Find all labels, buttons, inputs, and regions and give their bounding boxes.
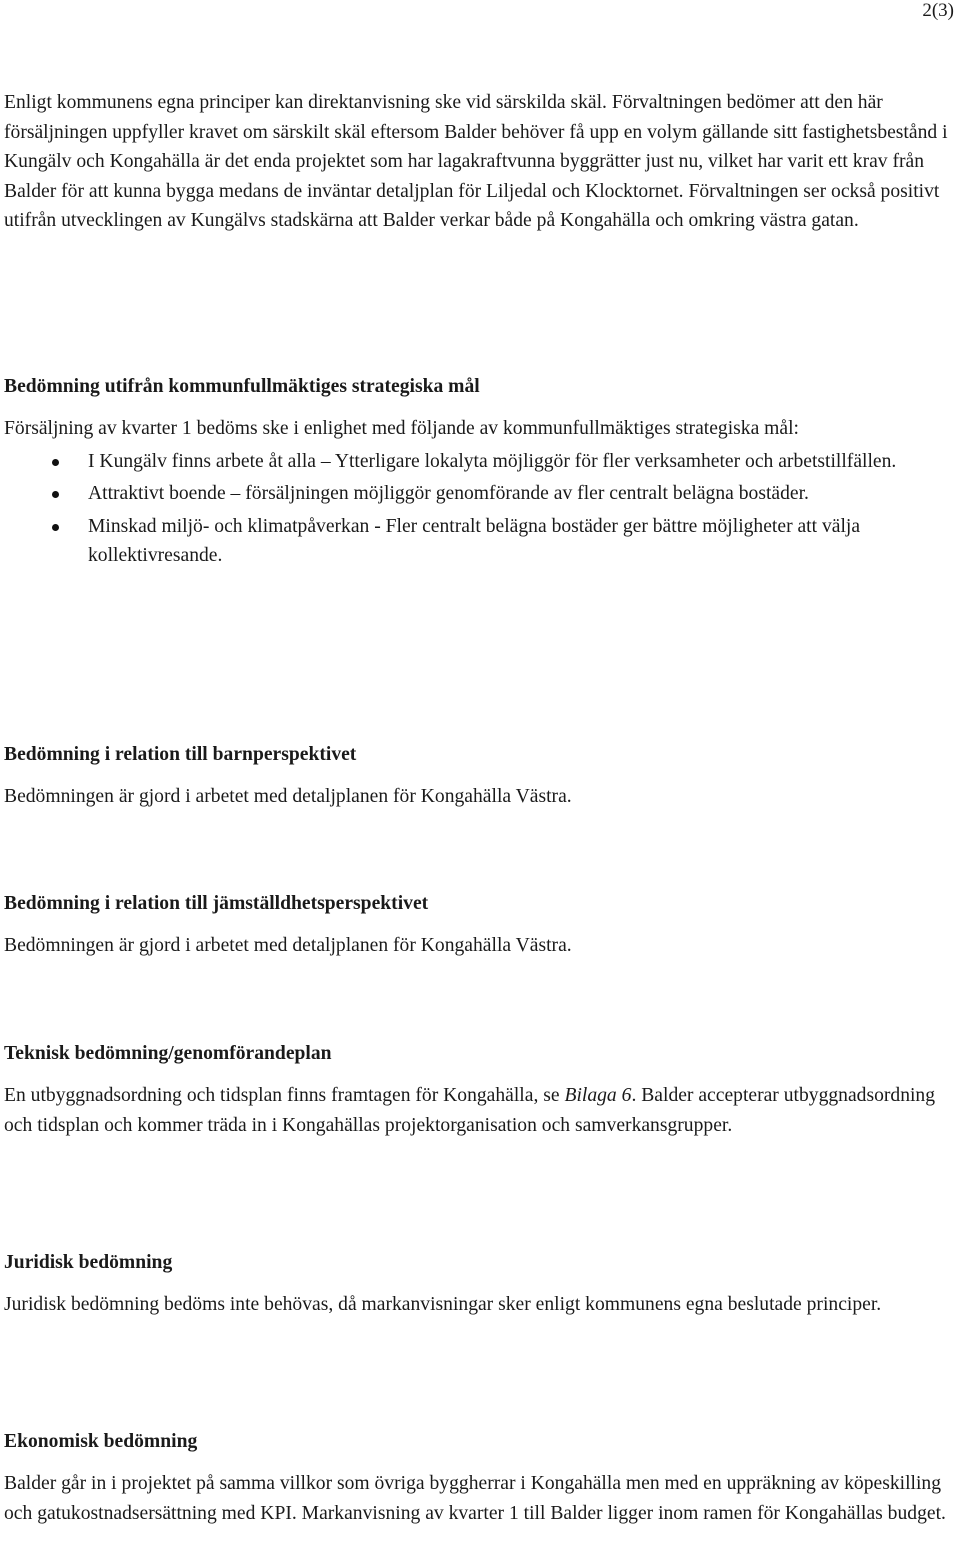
list-item	[4, 479, 960, 509]
technical-paragraph	[4, 1081, 960, 1140]
goal-text: I Kungälv finns arbete åt alla – Ytterligare lokalyta möjliggör för fler verksamheter och arbetstillfällen.	[88, 450, 897, 472]
goal-text: Attraktivt boende – försäljningen möjliggör genomförande av fler centralt belägna bostäder.	[88, 483, 809, 504]
equality-heading: Bedömning i relation till jämställdhetsperspektivet	[4, 893, 429, 914]
goal-text: Minskad miljö- och klimatpåverkan - Fler centralt belägna bostäder ger bättre möjligheter att välja kollektivresande.	[88, 515, 861, 566]
child-section	[4, 742, 960, 812]
technical-text-start: En utbyggnadsordning och tidsplan finns framtagen för Kongahälla, se	[4, 1085, 565, 1106]
list-item	[4, 512, 960, 571]
bullet-icon	[52, 459, 59, 466]
equality-section	[4, 891, 960, 961]
bullet-icon	[52, 491, 59, 498]
strategic-paragraph: Försäljning av kvarter 1 bedöms ske i enlighet med följande av kommunfullmäktiges strategiska mål:	[4, 418, 800, 439]
intro-section	[4, 88, 960, 236]
appendix-reference: Bilaga 6	[564, 1085, 632, 1106]
economic-section	[4, 1429, 960, 1528]
technical-text-end: . Balder accepterar utbyggnadsordning och tidsplan och kommer träda in i Kongahällas projektorganisation och samverkansgrupper.	[4, 1085, 936, 1136]
intro-paragraph: Enligt kommunens egna principer kan direktanvisning ske vid särskilda skäl. Förvaltningen bedömer att den här försäljningen uppfyller kravet om särskilt skäl eftersom Balder behöver få upp en volym gällande sitt fastighetsbestånd i Kungälv och Kongahälla är det enda projektet som har lagakraftvunna byggrätter just nu, vilket har varit ett krav från Balder för att kunna bygga medans de inväntar detaljplan för Liljedal och Klocktornet. Förvaltningen ser också positivt utifrån utvecklingen av Kungälvs stadskärna att Balder verkar både på Kongahälla och omkring västra gatan.	[4, 92, 948, 231]
legal-paragraph: Juridisk bedömning bedöms inte behövas, då markanvisningar sker enligt kommunens egna beslutade principer.	[4, 1294, 882, 1315]
legal-section	[4, 1250, 960, 1320]
strategic-goals-list	[4, 447, 960, 571]
strategic-section	[4, 374, 960, 571]
economic-paragraph: Balder går in i projektet på samma villkor som övriga byggherrar i Kongahälla men med en uppräkning av köpeskilling och gatukostnadsersättning med KPI. Markanvisning av kvarter 1 till Balder ligger inom ramen för Kongahällas budget.	[4, 1473, 946, 1524]
bullet-icon	[52, 524, 59, 531]
technical-heading: Teknisk bedömning/genomförandeplan	[4, 1043, 332, 1064]
equality-paragraph: Bedömningen är gjord i arbetet med detaljplanen för Kongahälla Västra.	[4, 935, 572, 956]
technical-section	[4, 1041, 960, 1140]
legal-heading: Juridisk bedömning	[4, 1252, 173, 1273]
child-heading: Bedömning i relation till barnperspektivet	[4, 744, 357, 765]
economic-heading: Ekonomisk bedömning	[4, 1431, 198, 1452]
list-item	[4, 447, 960, 477]
strategic-heading: Bedömning utifrån kommunfullmäktiges strategiska mål	[4, 376, 480, 397]
page-number: 2(3)	[922, 0, 954, 21]
child-paragraph: Bedömningen är gjord i arbetet med detaljplanen för Kongahälla Västra.	[4, 786, 572, 807]
